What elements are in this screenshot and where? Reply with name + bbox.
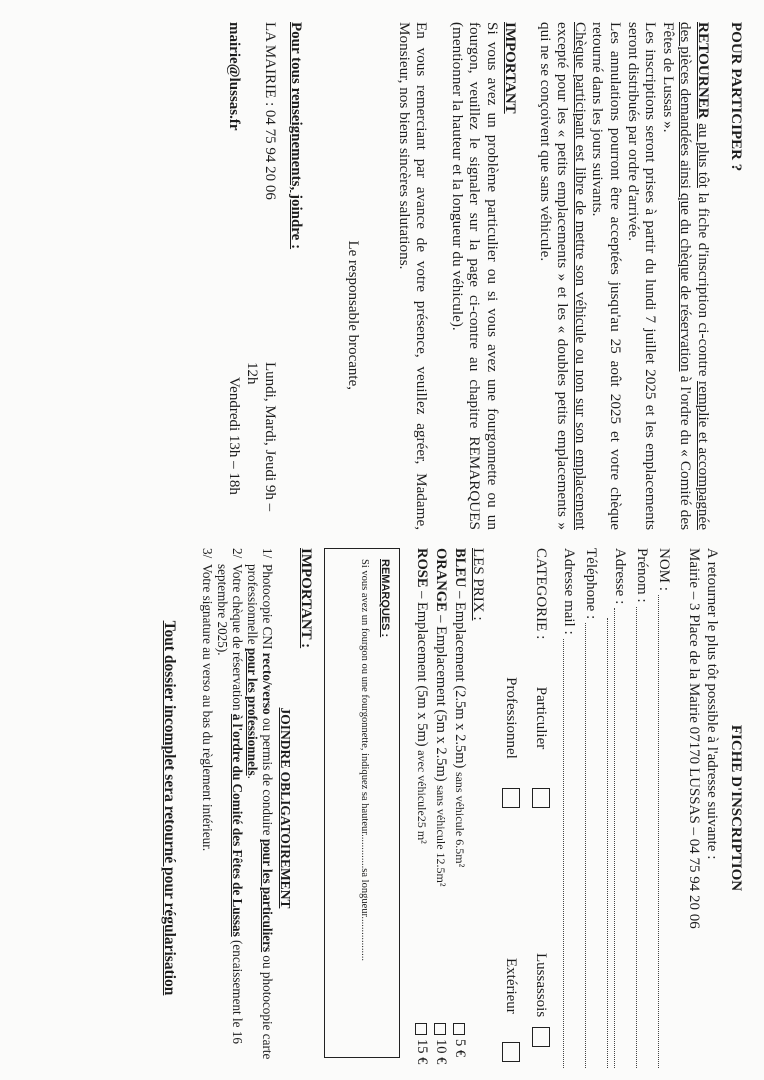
return-line: A retourner le plus tôt possible à l'adresse suivante : xyxy=(704,548,720,860)
price-row xyxy=(450,548,469,1068)
thanks-paragraph: En vous remerciant par avance de votre présence, veuillez agréer, Madame, Monsieur, nos biens sincères salutations. xyxy=(395,22,431,530)
price-detail: avec véhicule25 m² xyxy=(415,750,429,844)
price-color: ROSE xyxy=(414,548,430,588)
text-fragment: . xyxy=(245,775,260,779)
required-documents-list xyxy=(200,548,275,1068)
contact-row xyxy=(225,22,243,530)
remarks-heading: REMARQUES : xyxy=(379,559,391,638)
registration-paragraph: Les inscriptions seront prises à partir du lundi 7 juillet 2025 et les emplacements seront distribués par ordre d'arrivée. xyxy=(624,22,660,530)
price-desc: – Emplacement (5m x 2.5m) xyxy=(433,611,449,786)
adresse-field-line2[interactable] xyxy=(602,548,609,1068)
exterieur-label: Extérieur xyxy=(503,958,520,1014)
prix-heading: LES PRIX : xyxy=(470,548,486,621)
orange-checkbox[interactable] xyxy=(435,1023,447,1035)
price-amount: 10 € xyxy=(433,1039,449,1065)
list-item xyxy=(200,548,215,1068)
lussassois-checkbox[interactable] xyxy=(532,1027,550,1047)
return-paragraph xyxy=(659,22,712,530)
vehicle-paragraph xyxy=(536,22,589,530)
contact-row xyxy=(243,22,279,530)
nom-field[interactable] xyxy=(653,548,675,1068)
important-paragraph: Si vous avez un problème particulier ou si vous avez une fourgonnette ou un fourgon, veuillez le signaler sur la page ci-contre au chapitre REMARQUES (mentionner la hauteur et la longueur du véhicule). xyxy=(448,22,502,530)
categorie-row xyxy=(526,548,556,1068)
price-detail: sans véhicule 12.5m² xyxy=(434,785,448,887)
text-fragment: excepté pour les « petits emplacements » et les « doubles petits emplacements » qui ne se conçoivent que sans véhicule. xyxy=(536,22,572,530)
text-fragment: Votre chèque de réservation xyxy=(230,564,245,714)
field-label: Adresse mail : xyxy=(561,548,577,635)
text-fragment: à l'ordre du « Comité des Fêtes de Lussas ». xyxy=(659,22,695,530)
incomplete-warning: Tout dossier incomplet sera retourné pour régularisation xyxy=(161,620,178,996)
field-label: Adresse : xyxy=(612,548,628,605)
return-keyword: RETOURNER xyxy=(695,22,712,119)
text-fragment: pour les particuliers xyxy=(260,838,275,953)
registration-form xyxy=(0,548,764,1068)
price-row xyxy=(431,548,450,1068)
price-row xyxy=(412,548,431,1068)
opening-hours: Lundi, Mardi, Jeudi 9h – 12h xyxy=(244,362,279,512)
joindre-heading: JOINDRE OBLIGATOIREMENT xyxy=(278,707,293,909)
price-color: BLEU xyxy=(452,548,468,588)
text-fragment: ou photocopie carte professionnelle xyxy=(245,564,275,1060)
return-address xyxy=(685,548,721,1068)
cancellation-paragraph: Les annulations pourront être acceptées jusqu'au 25 août 2025 et votre chèque retourné dans les jours suivants. xyxy=(589,22,625,530)
adresse-field[interactable] xyxy=(609,548,631,1068)
lussassois-label: Lussassois xyxy=(533,953,550,1018)
remarks-text: Si vous avez un fourgon ou une fourgonnette, indiquez sa hauteur.............sa longueur................. xyxy=(359,559,370,962)
particulier-label: Particulier xyxy=(533,686,550,750)
price-amount: 15 € xyxy=(414,1039,430,1065)
vehicle-rule-text: Chèque participant est libre de mettre son véhicule ou non sur son emplacement xyxy=(571,22,589,530)
price-detail: sans véhicule 6.5m² xyxy=(453,771,467,868)
text-fragment: (encaissement le 16 septembre 2025). xyxy=(215,564,245,1045)
field-label: NOM : xyxy=(656,548,672,591)
professionnel-checkbox[interactable] xyxy=(502,788,520,808)
mairie-phone: LA MAIRIE : 04 75 94 20 06 xyxy=(262,22,279,200)
rose-checkbox[interactable] xyxy=(416,1023,428,1035)
categorie-row xyxy=(496,548,526,1068)
form-title: FICHE D'INSCRIPTION xyxy=(728,724,744,892)
list-item xyxy=(215,548,245,1068)
field-label: Prénom : xyxy=(634,548,650,603)
categorie-label: CATEGORIE : xyxy=(533,548,550,640)
form-important-heading: IMPORTANT : xyxy=(298,548,314,649)
required-pieces-text: remplie et accompagnée des pièces demandées ainsi que du chèque de réservation xyxy=(677,22,712,531)
text-fragment: la fiche d'inscription ci-contre xyxy=(695,187,712,382)
info-heading: Pour tous renseignements, joindre : xyxy=(288,22,305,250)
participation-column xyxy=(0,22,764,530)
text-fragment: Photocopie CNI xyxy=(260,564,275,653)
price-color: ORANGE xyxy=(433,548,449,612)
prenom-field[interactable] xyxy=(631,548,653,1068)
exterieur-checkbox[interactable] xyxy=(502,1042,520,1062)
particulier-checkbox[interactable] xyxy=(532,788,550,808)
opening-hours: Vendredi 13h – 18h xyxy=(226,377,243,495)
price-amount: 5 € xyxy=(452,1039,468,1058)
price-desc: – Emplacement (5m x 5m) xyxy=(414,587,430,751)
item-number: 2/ xyxy=(230,548,245,559)
item-number: 1/ xyxy=(260,548,275,559)
price-desc: – Emplacement (2.5m x 2.5m) xyxy=(452,587,468,772)
signature-line: Le responsable brocante, xyxy=(345,240,362,390)
deadline-text: au plus tôt xyxy=(695,123,712,188)
remarks-box[interactable] xyxy=(324,548,400,1058)
text-fragment: à l'ordre du Comité des Fêtes de Lussas xyxy=(230,713,245,937)
list-item xyxy=(245,548,275,1068)
important-heading: IMPORTANT xyxy=(502,22,519,114)
text-fragment: ou permis de conduire xyxy=(260,714,275,839)
professionnel-label: Professionnel xyxy=(503,677,520,759)
bleu-checkbox[interactable] xyxy=(454,1023,466,1035)
participation-title: POUR PARTICIPER ? xyxy=(728,22,744,172)
telephone-field[interactable] xyxy=(580,548,602,1068)
field-label: Téléphone : xyxy=(583,548,599,620)
item-number: 3/ xyxy=(200,548,215,559)
return-line: Mairie – 3 Place de la Mairie 07170 LUSSAS – 04 75 94 20 06 xyxy=(686,548,702,929)
text-fragment: recto/verso xyxy=(260,652,275,715)
text-fragment: pour les professionnels xyxy=(245,647,260,776)
text-fragment: Votre signature au verso au bas du règlement intérieur. xyxy=(200,564,215,852)
mail-field[interactable] xyxy=(558,548,580,1068)
mairie-email: mairie@lussas.fr xyxy=(226,22,243,131)
